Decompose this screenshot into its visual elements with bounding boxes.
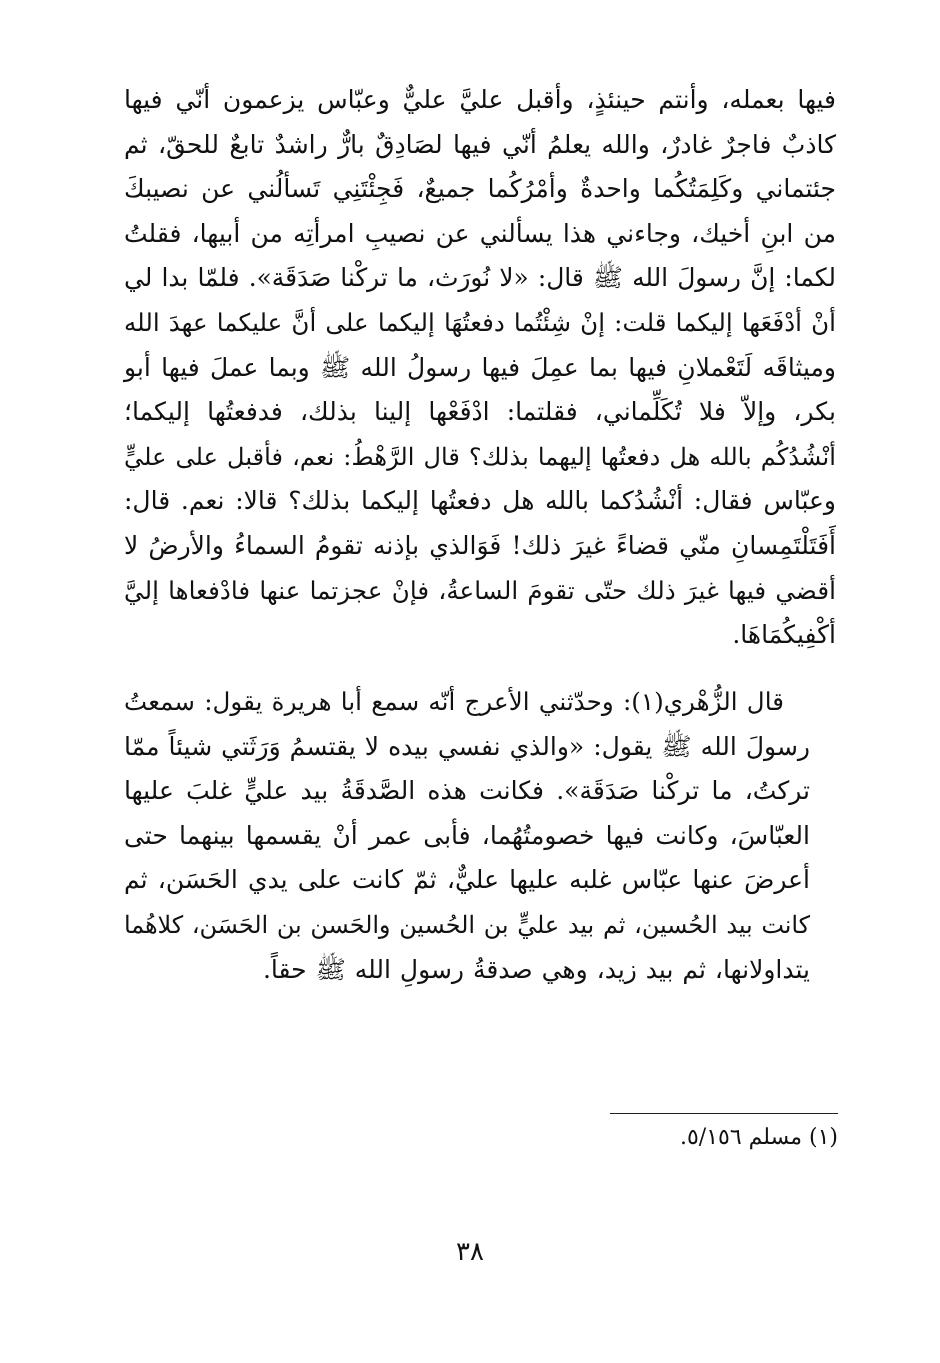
paragraph-line: يتداولانها، ثم بيد زيد، وهي صدقةُ رسولِ الله ﷺ حقاً.: [262, 954, 810, 984]
paragraph-line: من ابنِ أخيك، وجاءني هذا يسألني عن نصيبِ امرأتِه من أبيها، فقلتُ: [124, 218, 836, 248]
paragraph-line: أقضي فيها غيرَ ذلك حتّى تقومَ الساعةُ، فإنْ عجزتما عنها فادْفعاها إليَّ: [124, 575, 836, 605]
paragraph-line: رسولَ الله ﷺ يقول: «والذي نفسي بيده لا يقتسمُ وَرَثَتي شيئاً ممّا: [124, 731, 810, 761]
paragraph-line: كاذبٌ فاجرٌ غادرٌ، والله يعلمُ أنّي فيها لصَادِقٌ بارٌّ راشدٌ تابعٌ للحقّ، ثم: [124, 129, 836, 159]
paragraph-line: فيها بعمله، وأنتم حينئذٍ، وأقبل عليَّ عليٌّ وعبّاس يزعمون أنّي فيها: [124, 85, 836, 114]
paragraph-2: [124, 680, 836, 992]
paragraph-line: كانت بيد الحُسين، ثم بيد عليٍّ بن الحُسين والحَسن بن الحَسَن، كلاهُما: [124, 910, 810, 939]
paragraph-line: أنْشُدُكُم بالله هل دفعتُها إليهما بذلك؟ قال الرَّهْطُ: نعم، فأقبل على عليٍّ: [124, 442, 836, 471]
footnote: (١) مسلم ٥/١٥٦.: [679, 1125, 838, 1150]
paragraph-line: بكر، وإلاّ فلا تُكَلِّماني، فقلتما: ادْفَعْها إلينا بذلك، فدفعتُها إليكما؛: [124, 397, 836, 427]
paragraph-line: أَفَتَلْتَمِسانِ منّي قضاءً غيرَ ذلك! فَوَالذي بإذنه تقومُ السماءُ والأرضُ لا: [124, 530, 836, 560]
paragraph-line: وميثاقَه لَتَعْملانِ فيها بما عمِلَ فيها رسولُ الله ﷺ وبما عملَ فيها أبو: [124, 352, 836, 382]
paragraph-line: وعبّاس فقال: أنْشُدُكما بالله هل دفعتُها إليكما بذلك؟ قالا: نعم. قال:: [124, 486, 836, 516]
paragraph-line: قال الزُّهْري(١): وحدّثني الأعرج أنّه سمع أبا هريرة يقول: سمعتُ: [124, 687, 784, 716]
paragraph-line: أنْ أدْفَعَها إليكما قلت: إنْ شِئْتُما دفعتُهَا إليكما على أنَّ عليكما عهدَ الله: [124, 307, 836, 337]
paragraph-line: أكْفِيكُمَاهَا.: [732, 620, 836, 650]
paragraph-line: تركتُ، ما تركْنا صَدَقَة». فكانت هذه الصَّدقَةُ بيد عليٍّ غلبَ عليها: [124, 776, 810, 806]
page-number: ٣٨: [456, 1237, 484, 1267]
paragraph-line: أعرضَ عنها عبّاس غلبه عليها عليٌّ، ثمّ كانت على يدي الحَسَن، ثم: [124, 865, 810, 895]
paragraph-1: [124, 78, 836, 658]
paragraph-line: العبّاسَ، وكانت فيها خصومتُهُما، فأبى عمر أنْ يقسمها بينهما حتى: [124, 820, 810, 850]
footnote-separator: [610, 1113, 838, 1114]
paragraph-line: لكما: إنَّ رسولَ الله ﷺ قال: «لا نُورَث، ما تركْنا صَدَقَة». فلمّا بدا لي: [124, 263, 836, 293]
paragraph-line: جئتماني وكَلِمَتُكُما واحدةٌ وأمْرُكُما جميعٌ، فَجِئْتَنِي تَسألُني عن نصيبكَ: [124, 174, 836, 204]
